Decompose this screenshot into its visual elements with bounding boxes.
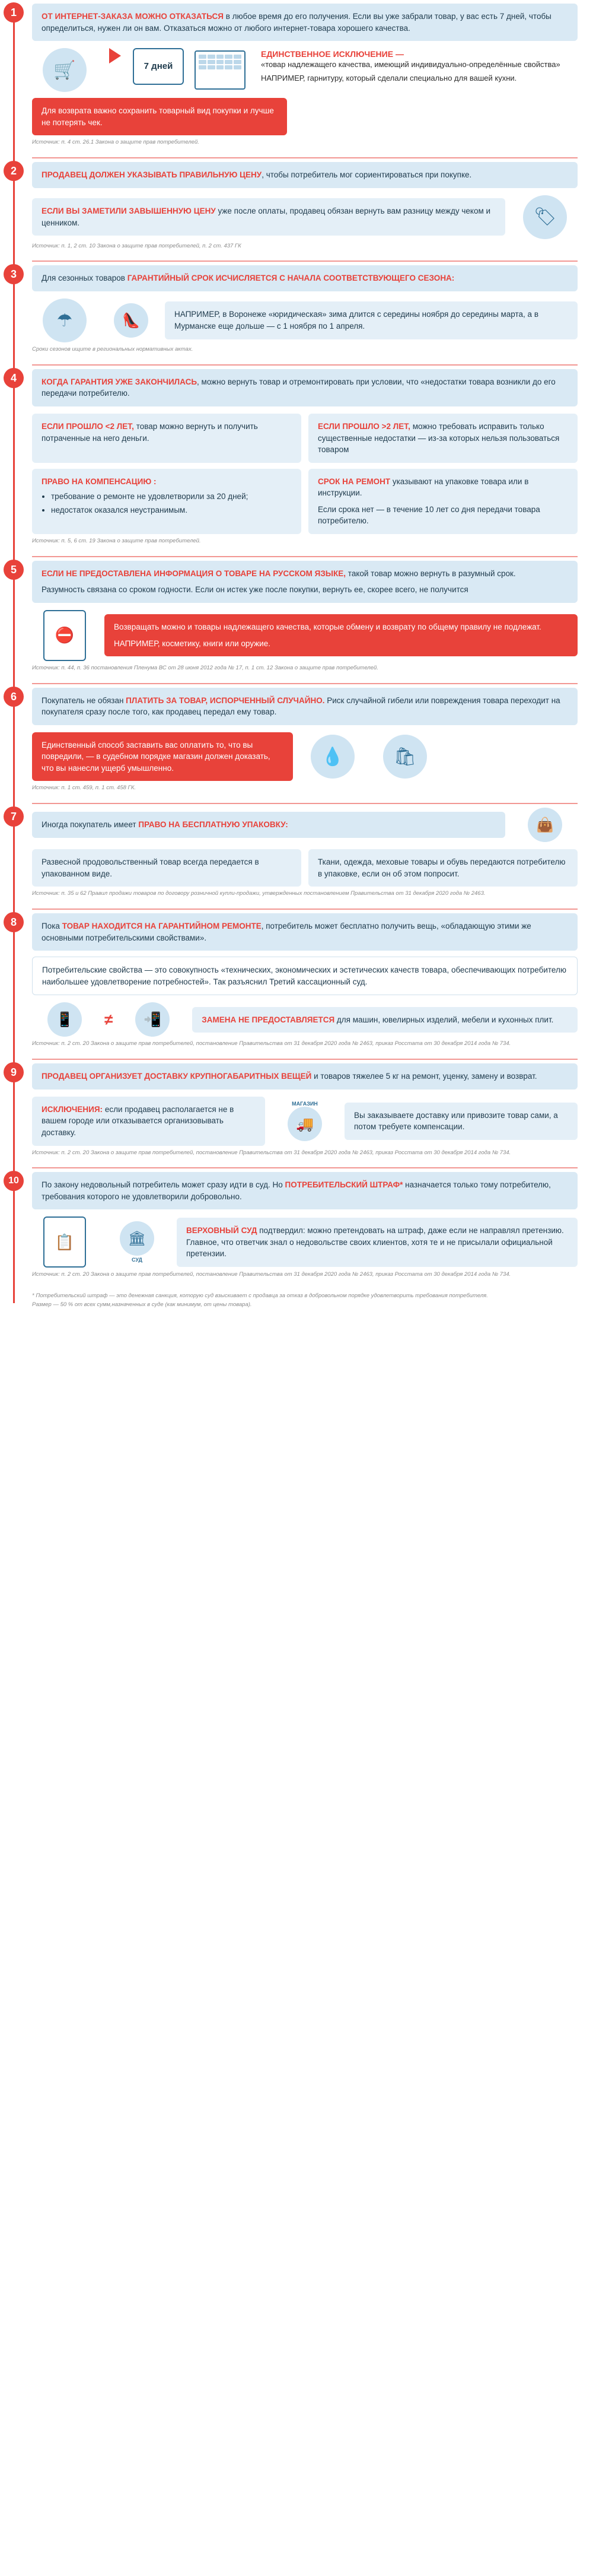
- section-number-3: 3: [4, 264, 24, 284]
- section-2-header-lead: ПРОДАВЕЦ ДОЛЖЕН УКАЗЫВАТЬ ПРАВИЛЬНУЮ ЦЕНУ: [42, 170, 262, 180]
- section-5-header-lead: ЕСЛИ НЕ ПРЕДОСТАВЛЕНА ИНФОРМАЦИЯ О ТОВАРЕ НА РУССКОМ ЯЗЫКЕ,: [42, 568, 346, 578]
- section-2: [0, 158, 593, 258]
- claim-icon-wrap: [32, 1216, 97, 1268]
- section-number-6: 6: [4, 687, 24, 707]
- section-6-source: Источник: п. 1 ст. 459, п. 1 ст. 458 ГК.: [32, 784, 136, 792]
- calendar-icon-wrap: [195, 48, 246, 92]
- section-4-compensation-list: [42, 491, 292, 516]
- section-3-header-pre: Для сезонных товаров: [42, 274, 127, 283]
- section-7-left: Развесной продовольственный товар всегда передается в упакованном виде.: [32, 849, 301, 887]
- section-4-repair-note: Если срока нет — в течение 10 лет со дня передачи товара потребителю.: [318, 504, 540, 526]
- section-4-source: Источник: п. 5, 6 ст. 19 Закона о защите прав потребителей.: [32, 537, 201, 544]
- section-10-source: Источник: п. 2 ст. 20 Закона о защите прав потребителей, постановление Правительства от 31 декабря 2020 года № 2463, приказ Росстата от 30 декабря 2014 года № 734.: [32, 1271, 511, 1278]
- section-number-5: 5: [4, 560, 24, 580]
- section-8-header-pre: Пока: [42, 922, 62, 931]
- section-7-header-highlight: ПРАВО НА БЕСПЛАТНУЮ УПАКОВКУ:: [138, 820, 288, 830]
- section-3-source: Сроки сезонов ищите в региональных нормативных актах.: [32, 346, 193, 352]
- section-3-header-highlight: ГАРАНТИЙНЫЙ СРОК ИСЧИСЛЯЕТСЯ С НАЧАЛА СООТВЕТСТВУЮЩЕГО СЕЗОНА:: [127, 274, 455, 283]
- section-7-header-pre: Иногда покупатель имеет: [42, 820, 139, 830]
- section-2-header-rest: , чтобы потребитель мог сориентироваться при покупке.: [262, 170, 472, 180]
- section-6: [0, 684, 593, 801]
- section-6-header-rest: Риск случайной гибели или повреждения товара переходит на покупателя сразу после того, как продавец передал ему товар.: [42, 695, 560, 717]
- section-8-header-highlight: ТОВАР НАХОДИТСЯ НА ГАРАНТИЙНОМ РЕМОНТЕ: [62, 922, 262, 931]
- shopping-cart-icon: 🛒: [43, 48, 87, 92]
- section-10-header-pre: По закону недовольный потребитель может сразу идти в суд. Но: [42, 1180, 285, 1190]
- section-1-source: Источник: п. 4 ст. 26.1 Закона о защите прав потребителей.: [32, 139, 199, 146]
- section-4-over-2-years: [308, 414, 578, 463]
- seven-days-badge: 7 дней: [133, 48, 184, 85]
- section-10-header-rest: назначается только тому потребителю, требования которого не удовлетворили добровольно.: [42, 1180, 551, 1201]
- section-4-left-title: ЕСЛИ ПРОШЛО <2 ЛЕТ,: [42, 421, 134, 431]
- section-6-header-pre: Покупатель не обязан: [42, 695, 126, 705]
- section-1-exception-title: ЕДИНСТВЕННОЕ ИСКЛЮЧЕНИЕ —: [261, 49, 404, 59]
- section-10-right-body: подтвердил: можно претендовать на штраф, даже если не направлял претензию. Главное, что ответчик знал о недовольстве своих клиентов, хотя те и не присылали официальной претензии.: [186, 1226, 564, 1259]
- not-equal-icon: ≠: [104, 1010, 113, 1028]
- season-icon-wrap: [32, 298, 97, 342]
- section-9-right: Вы заказываете доставку или привозите товар сами, а потом требуете компенсации.: [345, 1103, 578, 1140]
- section-2-header: [32, 162, 578, 188]
- section-2-body-rest: уже после оплаты, продавец обязан вернуть вам разницу между чеком и ценником.: [42, 207, 491, 227]
- section-4-repair-title: СРОК НА РЕМОНТ: [318, 477, 391, 486]
- section-10-header: [32, 1172, 578, 1209]
- footnotes: [0, 1287, 593, 1309]
- phone-a-icon-wrap: [32, 1002, 97, 1037]
- section-10-right-title: ВЕРХОВНЫЙ СУД: [186, 1226, 257, 1235]
- section-8: [0, 910, 593, 1056]
- section-6-body: [32, 732, 578, 782]
- section-6-header-highlight: ПЛАТИТЬ ЗА ТОВАР, ИСПОРЧЕННЫЙ СЛУЧАЙНО.: [126, 695, 325, 705]
- section-5-header-rest: такой товар можно вернуть в разумный срок.: [346, 568, 516, 578]
- section-2-price-card: [32, 198, 505, 236]
- section-8-body: [32, 1002, 578, 1037]
- section-8-header-rest: , потребитель может бесплатно получить вещь, «обладающую этими же основными потребительскими свойствами».: [42, 922, 531, 942]
- price-tag-icon-wrap: [512, 195, 578, 239]
- broken-glass-icon: 💧: [311, 735, 355, 779]
- section-1-header: [32, 4, 578, 41]
- section-7-right: Ткани, одежда, меховые товары и обувь передаются потребителю в упаковке, если он об этом попросит.: [308, 849, 578, 887]
- section-number-4: 4: [4, 368, 24, 388]
- smartphone-icon: 📱: [47, 1002, 82, 1037]
- section-10-header-highlight: ПОТРЕБИТЕЛЬСКИЙ ШТРАФ*: [285, 1180, 403, 1190]
- section-5: [0, 557, 593, 681]
- footnote-2: Размер — 50 % от всех сумм,назначенных в суде (как минимум, от цены товара).: [32, 1301, 252, 1308]
- section-4-repair-term: [308, 469, 578, 534]
- cart-icon-wrap: [32, 48, 97, 92]
- section-5-red-example: НАПРИМЕР, косметику, книги или оружие.: [114, 639, 270, 648]
- section-9-header-highlight: ПРОДАВЕЦ ОРГАНИЗУЕТ ДОСТАВКУ КРУПНОГАБАРИТНЫХ ВЕЩЕЙ: [42, 1072, 312, 1081]
- section-1: [0, 0, 593, 155]
- section-9-body: [32, 1097, 578, 1146]
- section-1-red-note: Для возврата важно сохранить товарный вид покупки и лучше не потерять чек.: [32, 98, 287, 135]
- section-5-header: [32, 561, 578, 603]
- section-8-definition: Потребительские свойства — это совокупность «технических, экономических и эстетических качеств товара, обеспечивающих потребителю наибольшее удовлетворение потребностей». Так разъяснил Третий кассационный суд.: [32, 957, 578, 995]
- section-9-header: [32, 1063, 578, 1090]
- high-heel-shoe-icon: 👠: [114, 303, 148, 338]
- section-4-repair-body: указывают на упаковке товара или в инструкции.: [318, 477, 529, 498]
- feature-phone-icon: 📲: [135, 1002, 170, 1037]
- section-number-2: 2: [4, 161, 24, 181]
- section-number-7: 7: [4, 806, 24, 827]
- section-4-header: [32, 369, 578, 406]
- section-1-body: [32, 48, 578, 92]
- section-8-source: Источник: п. 2 ст. 20 Закона о защите прав потребителей, постановление Правительства от 31 декабря 2020 года № 2463, приказ Росстата от 30 декабря 2014 года № 734.: [32, 1040, 511, 1047]
- list-item: • недостаток оказался неустранимым.: [51, 504, 292, 516]
- section-1-header-rest: в любое время до его получения. Если вы уже забрали товар, у вас есть 7 дней, чтобы определиться, нужен ли он вам. Отказаться можно от любого интернет-товара хорошего качества.: [42, 12, 551, 33]
- section-number-9: 9: [4, 1062, 24, 1082]
- section-4: [0, 366, 593, 554]
- section-4-right-title: ЕСЛИ ПРОШЛО >2 ЛЕТ,: [318, 421, 410, 431]
- section-9-source: Источник: п. 2 ст. 20 Закона о защите прав потребителей, постановление Правительства от 31 декабря 2020 года № 2463, приказ Росстата от 30 декабря 2014 года № 734.: [32, 1149, 511, 1156]
- section-3-header: [32, 265, 578, 291]
- section-7-columns: [32, 849, 578, 887]
- section-5-sub: Разумность связана со сроком годности. Если он истек уже после покупки, вернуть ее, скорее всего, не получится: [42, 585, 468, 595]
- section-1-exception-example: НАПРИМЕР, гарнитуру, который сделали специально для вашей кухни.: [261, 74, 517, 83]
- section-8-header: [32, 913, 578, 951]
- section-7-header-row: [32, 808, 578, 842]
- section-2-source: Источник: п. 1, 2 ст. 10 Закона о защите прав потребителей, п. 2 ст. 437 ГК: [32, 242, 241, 249]
- section-4-left-body: товар можно вернуть и получить потраченные на него деньги.: [42, 421, 258, 443]
- bag-icon-wrap: [372, 735, 438, 779]
- gift-bag-icon-wrap: [512, 808, 578, 842]
- gift-bag-icon: 👜: [528, 808, 562, 842]
- truck-label: МАГАЗИН: [292, 1101, 318, 1107]
- section-4-compensation-title: ПРАВО НА КОМПЕНСАЦИЮ :: [42, 477, 157, 486]
- section-9: [0, 1060, 593, 1165]
- section-7-source: Источник: п. 35 и 62 Правил продажи товаров по договору розничной купли-продажи, утвержденных постановлением Правительства от 31 декабря 2020 года № 2463.: [32, 890, 486, 897]
- section-9-left-title: ИСКЛЮЧЕНИЯ:: [42, 1104, 103, 1114]
- section-number-10: 10: [4, 1171, 24, 1191]
- section-2-body: [32, 195, 578, 239]
- section-4-header-rest: , можно вернуть товар и отремонтировать при условии, что «недостатки товара возникли до его передачи потребителю.: [42, 377, 556, 398]
- calendar-icon: [195, 50, 246, 90]
- section-9-left-body: если продавец располагается не в вашем городе или отказывается организовывать доставку.: [42, 1104, 234, 1137]
- section-2-body-lead: ЕСЛИ ВЫ ЗАМЕТИЛИ ЗАВЫШЕННУЮ ЦЕНУ: [42, 207, 216, 216]
- broken-item-icon-wrap: [300, 735, 365, 779]
- section-10-body: [32, 1216, 578, 1268]
- section-10-supreme-court: [177, 1218, 578, 1267]
- section-5-source: Источник: п. 44, п. 36 постановления Пленума ВС от 28 июня 2012 года № 17, п. 1 ст. 12 Закона о защите прав потребителей.: [32, 664, 378, 671]
- courthouse-icon: 🏛: [120, 1221, 154, 1256]
- no-info-label-icon: ⛔: [43, 610, 86, 661]
- arrow-right-icon: [109, 48, 121, 63]
- court-icon-wrap: [104, 1221, 170, 1263]
- section-4-columns-2: [32, 469, 578, 534]
- section-number-1: 1: [4, 2, 24, 23]
- section-6-header: [32, 688, 578, 725]
- phone-b-icon-wrap: [120, 1002, 185, 1037]
- section-4-compensation: [32, 469, 301, 534]
- section-8-replacement: [192, 1007, 578, 1033]
- section-5-body: [32, 610, 578, 661]
- truck-icon-wrap: [272, 1101, 337, 1141]
- section-7: [0, 804, 593, 906]
- court-label: СУД: [132, 1257, 142, 1263]
- section-9-exceptions: [32, 1097, 265, 1146]
- section-5-red-block: [104, 614, 578, 656]
- section-1-note-row: [32, 98, 578, 135]
- section-10: [0, 1168, 593, 1287]
- delivery-truck-icon: 🚚: [288, 1107, 322, 1141]
- section-number-8: 8: [4, 912, 24, 932]
- claim-document-icon: 📋: [43, 1216, 86, 1268]
- list-item: • требование о ремонте не удовлетворили за 20 дней;: [51, 491, 292, 503]
- section-8-replacement-title: ЗАМЕНА НЕ ПРЕДОСТАВЛЯЕТСЯ: [202, 1015, 335, 1024]
- footnote-1: * Потребительский штраф — это денежная санкция, которую суд взыскивает с продавца за отказ в добровольном порядке удовлетворить требования потребителя.: [32, 1292, 488, 1300]
- section-3-example: НАПРИМЕР, в Воронеже «юридическая» зима длится с середины ноября до середины марта, а в Мурманске еще дольше — с 1 ноября по 1 апреля.: [165, 301, 578, 339]
- section-1-header-lead: ОТ ИНТЕРНЕТ-ЗАКАЗА МОЖНО ОТКАЗАТЬСЯ: [42, 12, 224, 21]
- section-7-header: [32, 812, 505, 838]
- section-4-right-body: можно требовать исправить только существенные недостатки — из-за которых нельзя пользоваться товаром: [318, 421, 560, 455]
- shopping-bags-icon: 🛍: [383, 735, 427, 779]
- section-3-body: [32, 298, 578, 342]
- section-6-red-block: Единственный способ заставить вас оплатить то, что вы повредили, — в судебном порядке магазин должен доказать, что вы нанесли ущерб умышленно.: [32, 732, 293, 782]
- section-5-red-text: Возвращать можно и товары надлежащего качества, которые обмену и возврату по общему правилу не подлежат.: [114, 622, 541, 632]
- section-3: [0, 262, 593, 361]
- section-1-exception-body: «товар надлежащего качества, имеющий индивидуально-определённые свойства»: [261, 60, 560, 69]
- section-1-exception: [253, 48, 578, 92]
- section-9-header-rest: и товаров тяжелее 5 кг на ремонт, уценку, замену и возврат.: [311, 1072, 537, 1081]
- section-8-replacement-body: для машин, ювелирных изделий, мебели и кухонных плит.: [334, 1015, 554, 1024]
- section-4-header-lead: КОГДА ГАРАНТИЯ УЖЕ ЗАКОНЧИЛАСЬ: [42, 377, 197, 386]
- shoe-icon-wrap: [104, 303, 158, 338]
- label-icon-wrap: [32, 610, 97, 661]
- price-tag-icon: 🏷: [523, 195, 567, 239]
- section-4-columns: [32, 414, 578, 463]
- umbrella-icon: ☂: [43, 298, 87, 342]
- section-4-under-2-years: [32, 414, 301, 463]
